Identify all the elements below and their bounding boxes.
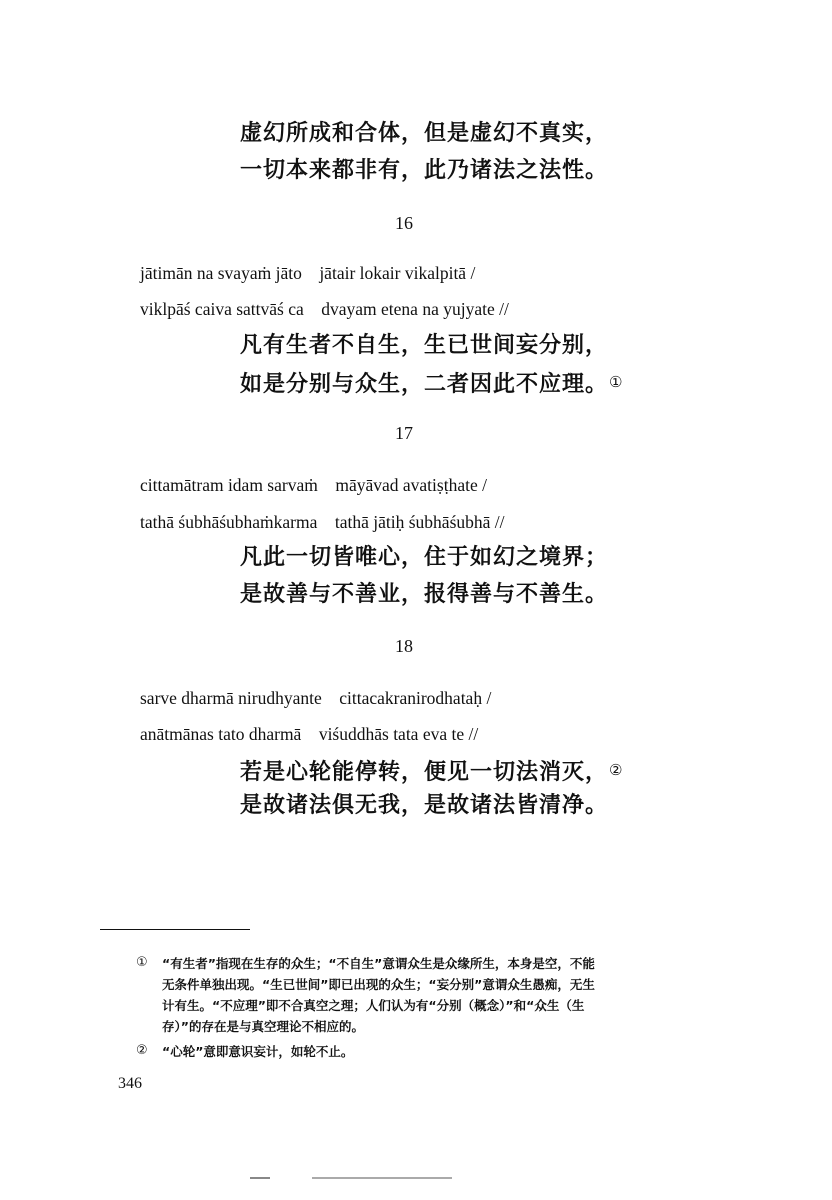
stanza-15-chinese-line-2: 一切本来都非有，此乃诸法之法性。	[240, 158, 609, 183]
stanza-17-chinese-line-1: 凡此一切皆唯心，住于如幻之境界；	[240, 545, 609, 570]
stanza-16-chinese-line-1: 凡有生者不自生，生已世间妄分别，	[240, 333, 609, 358]
stanza-18-sanskrit-line-1: sarve dharmā nirudhyante cittacakranirodhataḥ /	[140, 688, 492, 708]
footnote-1-text	[162, 953, 722, 1037]
footnote-1-mark: ①	[136, 955, 148, 970]
footnote-separator	[100, 929, 250, 930]
verse-number-18: 18	[395, 636, 413, 656]
stanza-17-chinese-line-2: 是故善与不善业，报得善与不善生。	[240, 582, 609, 607]
stanza-16-sanskrit-line-1: jātimān na svayaṁ jāto jātair lokair vikalpitā /	[140, 263, 476, 283]
stanza-18-chinese-line-1	[240, 756, 623, 787]
stanza-18-sanskrit-line-2: anātmānas tato dharmā viśuddhās tata eva te //	[140, 724, 479, 744]
verse-number-16: 16	[395, 213, 413, 233]
footnote-2-mark: ②	[136, 1043, 148, 1058]
stanza-16-chinese-line-2-text: 如是分别与众生，二者因此不应理。	[240, 372, 609, 397]
scan-artifact	[250, 1177, 270, 1179]
footnote-ref-1[interactable]: ①	[609, 373, 624, 391]
stanza-15-chinese-line-1: 虚幻所成和合体，但是虚幻不真实，	[240, 121, 609, 146]
stanza-16-sanskrit-line-2: viklpāś caiva sattvāś ca dvayam etena na yujyate //	[140, 299, 509, 319]
footnote-1-line-4: 存）”的存在是与真空理论不相应的。	[162, 1019, 364, 1034]
footnote-2-text	[162, 1041, 353, 1062]
stanza-18-chinese-line-2: 是故诸法俱无我，是故诸法皆清净。	[240, 793, 609, 818]
stanza-16-chinese-line-2	[240, 368, 623, 399]
stanza-17-sanskrit-line-1: cittamātram idam sarvaṁ māyāvad avatiṣṭhate /	[140, 475, 487, 495]
page-number: 346	[118, 1075, 142, 1092]
stanza-18-chinese-line-1-text: 若是心轮能停转，便见一切法消灭，	[240, 760, 609, 785]
footnote-ref-2[interactable]: ②	[609, 761, 624, 779]
scan-artifact	[312, 1177, 452, 1179]
footnote-1-line-1: “有生者”指现在生存的众生；“不自生”意谓众生是众缘所生，本身是空，不能	[162, 956, 595, 971]
verse-number-17: 17	[395, 423, 413, 443]
footnote-1-line-3: 计有生。“不应理”即不合真空之理；人们认为有“分别（概念）”和“众生（生	[162, 998, 585, 1013]
footnote-1-line-2: 无条件单独出现。“生已世间”即已出现的众生；“妄分别”意谓众生愚痴，无生	[162, 977, 595, 992]
footnote-2-line-1: “心轮”意即意识妄计，如轮不止。	[162, 1044, 354, 1059]
stanza-17-sanskrit-line-2: tathā śubhāśubhaṁkarma tathā jātiḥ śubhāśubhā //	[140, 512, 505, 532]
